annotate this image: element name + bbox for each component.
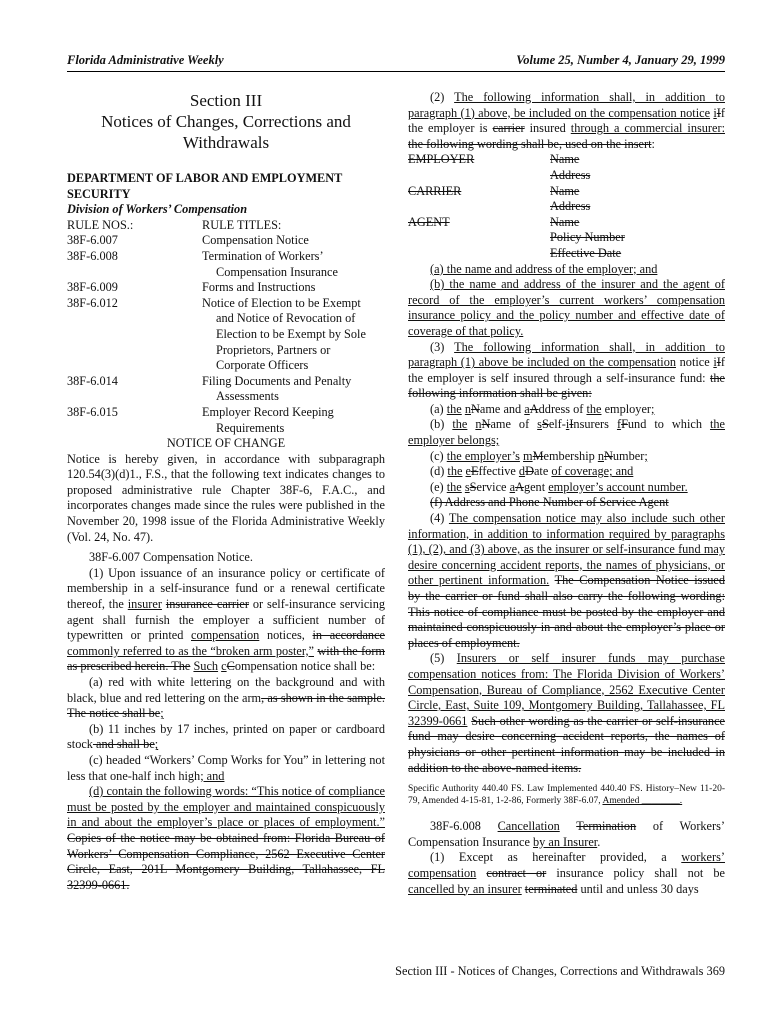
rule-row bbox=[67, 389, 385, 405]
text-run bbox=[476, 866, 486, 880]
deleted-text: Such other wording as the carrier or self-insurance fund may desire concerning accident reports, the names of physicians or other pertinent information may be included in addition to the above-named items. bbox=[408, 713, 726, 775]
right-column bbox=[408, 90, 725, 897]
rule-title: Proprietors, Partners or bbox=[216, 342, 331, 357]
rule-row bbox=[67, 421, 385, 437]
paragraph-3b bbox=[408, 417, 725, 448]
running-header bbox=[67, 53, 725, 69]
paragraph-a bbox=[67, 675, 385, 722]
inserted-text: ; bbox=[160, 706, 164, 721]
struck-value: Address bbox=[550, 199, 591, 214]
rule-title: Compensation Notice bbox=[202, 233, 309, 248]
text-run: (d) bbox=[430, 464, 448, 479]
struck-value: Policy Number bbox=[550, 230, 625, 245]
deleted-text: carrier bbox=[492, 121, 525, 136]
deleted-text: N bbox=[604, 448, 613, 463]
inserted-text: employer’s account number. bbox=[548, 479, 688, 494]
rules-header: RULE NOS.: RULE TITLES: bbox=[67, 217, 282, 232]
paragraph-2a: (a) the name and address of the employer; and bbox=[430, 261, 658, 276]
text-run: gent bbox=[523, 479, 549, 494]
text-run: insured bbox=[524, 121, 571, 136]
rule-title: Forms and Instructions bbox=[202, 280, 316, 295]
text-run: (c) bbox=[430, 448, 447, 463]
paragraph-b bbox=[67, 722, 385, 753]
text-run: (1) Except as hereinafter provided, a bbox=[430, 850, 682, 865]
deleted-text: I bbox=[716, 105, 721, 120]
publication-name: Florida Administrative Weekly bbox=[67, 53, 224, 67]
text-run: embership bbox=[543, 448, 598, 463]
inserted-text: n bbox=[475, 417, 482, 432]
deleted-text: I bbox=[716, 355, 721, 370]
deleted-text: A bbox=[515, 479, 524, 494]
rule-number bbox=[67, 265, 202, 281]
paragraph-5 bbox=[408, 651, 725, 776]
rule-heading: 38F-6.007 Compensation Notice. bbox=[89, 550, 253, 565]
inserted-text: (d) contain the following words: “This notice of compliance must be posted by the employer and maintained conspicuously in and about the employer’s place or places of employment.” bbox=[67, 784, 385, 830]
text-run: (3) bbox=[430, 339, 455, 354]
text-run: (a) red with white lettering on the background and with black, blue and red lettering on the arm bbox=[67, 675, 385, 705]
inserted-text: Insurers or self insurer funds may purchase compensation notices from: The Florida Division of Workers’ Compensation, Bureau of Compliance, 2562 Executive Center Circle, East, Suite 109, Montgomery Building, Tallahassee, FL 32399-0661 bbox=[408, 651, 725, 728]
paragraph-d bbox=[67, 784, 385, 893]
department-name: DEPARTMENT OF LABOR AND EMPLOYMENT SECURITY bbox=[67, 171, 343, 201]
text-run: (e) bbox=[430, 479, 447, 494]
inserted-text: The following information shall, in addition to paragraph (1) above, be included on the compensation notice bbox=[408, 90, 725, 120]
inserted-text: i bbox=[565, 417, 570, 432]
text-run: umber bbox=[612, 448, 645, 463]
inserted-text: m bbox=[523, 448, 533, 463]
deleted-text: the following wording shall be, used on the insert bbox=[408, 136, 652, 151]
inserted-text: s bbox=[537, 417, 542, 432]
struck-insert-table bbox=[408, 152, 725, 261]
rule-008-paragraph-1 bbox=[408, 850, 725, 897]
inserted-text: ; and bbox=[200, 768, 225, 783]
inserted-text: n bbox=[464, 401, 471, 416]
struck-label bbox=[408, 168, 550, 184]
inserted-text: by an Insurer bbox=[533, 834, 598, 849]
text-run: . bbox=[597, 834, 601, 849]
rule-number: 38F-6.009 bbox=[67, 280, 118, 295]
deleted-text: M bbox=[532, 448, 544, 463]
text-run: 38F-6.008 bbox=[430, 819, 498, 834]
rules-list bbox=[67, 233, 385, 436]
rule-title: Election to be Exempt by Sole bbox=[216, 326, 366, 341]
inserted-text: n bbox=[597, 448, 604, 463]
rule-number bbox=[67, 311, 202, 327]
specific-authority bbox=[408, 784, 725, 807]
paragraph-4 bbox=[408, 511, 725, 651]
text-run: ate bbox=[533, 464, 552, 479]
inserted-text: the employer’s bbox=[446, 448, 520, 463]
rule-title: Termination of Workers’ bbox=[202, 248, 324, 263]
rule-title: Assessments bbox=[216, 389, 279, 404]
page-footer: Section III - Notices of Changes, Corrections and Withdrawals 369 bbox=[395, 964, 725, 978]
rule-row bbox=[67, 358, 385, 374]
inserted-text: Such bbox=[193, 659, 219, 674]
text-run: nsurers bbox=[573, 417, 617, 432]
deleted-text: C bbox=[226, 659, 235, 674]
rule-row bbox=[67, 327, 385, 343]
deleted-text: D bbox=[525, 464, 534, 479]
inserted-text: the employer belongs; bbox=[408, 417, 726, 448]
struck-label bbox=[408, 199, 550, 215]
inserted-text: a bbox=[524, 401, 530, 416]
text-run: (b) bbox=[430, 417, 453, 432]
rule-number bbox=[67, 358, 202, 374]
inserted-text: compensation bbox=[191, 628, 260, 643]
text-run: ddress of bbox=[538, 401, 587, 416]
rule-number: 38F-6.015 bbox=[67, 404, 118, 419]
rule-row bbox=[67, 343, 385, 359]
struck-label bbox=[408, 230, 550, 246]
paragraph-1 bbox=[67, 566, 385, 675]
paragraph-2 bbox=[408, 90, 725, 152]
text-run: ffective bbox=[478, 464, 519, 479]
rule-row bbox=[67, 405, 385, 421]
rule-008-heading bbox=[408, 819, 725, 850]
text-run: (c) headed “Workers’ Comp Works for You” in lettering not less that one-half inch high bbox=[67, 752, 385, 783]
text-run: (4) bbox=[430, 511, 449, 526]
inserted-text: ; bbox=[644, 448, 648, 463]
deleted-text: Copies of the notice may be obtained from: Florida Bureau of Workers’ Compensation Compliance, 2562 Executive Center Circle, East, 201L Montgomery Building, Tallahassee, FL 32399-0661. bbox=[67, 830, 385, 892]
text-run: (1) Upon issuance of an insurance policy or certificate of membership in a self-insurance fund or a renewal certificate thereof, the bbox=[67, 565, 385, 612]
rule-number: 38F-6.014 bbox=[67, 373, 118, 388]
inserted-text: insurer bbox=[127, 597, 162, 612]
rule-title: Employer Record Keeping bbox=[202, 404, 334, 419]
rule-row bbox=[67, 265, 385, 281]
inserted-text: Cancellation bbox=[497, 819, 560, 834]
paragraph-3d bbox=[408, 464, 725, 480]
rule-row bbox=[67, 249, 385, 265]
inserted-text: workers’ compensation bbox=[408, 850, 725, 880]
rule-number bbox=[67, 343, 202, 359]
text-run: (b) 11 inches by 17 inches, printed on paper or cardboard stock bbox=[67, 721, 385, 752]
deleted-text: insurance carrier bbox=[165, 597, 249, 612]
volume-date: Volume 25, Number 4, January 29, 1999 bbox=[516, 53, 725, 67]
paragraph-3c bbox=[408, 449, 725, 465]
deleted-text: in accordance bbox=[312, 628, 385, 643]
text-run: (2) bbox=[430, 90, 455, 104]
inserted-text: The compensation notice may also include such other information, in addition to information required by paragraphs (1), (2), and (3) above, as the insurer or self-insurance fund may desire concerning accident reports, the names of physicians, or other pertinent information. bbox=[408, 511, 725, 588]
text-run: Specific Authority 440.40 FS. Law Implemented 440.40 FS. History–New 11-20-79, Amended 4-15-81, 1-2-86, Formerly 38F-6.07, bbox=[408, 784, 725, 806]
deleted-text: E bbox=[471, 464, 479, 479]
rule-title: Requirements bbox=[216, 420, 285, 435]
inserted-text: through a commercial insurer: bbox=[570, 121, 725, 136]
rule-number bbox=[67, 389, 202, 405]
inserted-text: a bbox=[509, 479, 516, 494]
inserted-text: commonly referred to as the “broken arm poster,” bbox=[67, 643, 314, 658]
inserted-text: d bbox=[518, 464, 526, 479]
deleted-text: F bbox=[621, 417, 628, 432]
deleted-text: S bbox=[541, 417, 549, 432]
text-run: or self-insurance servicing agent shall furnish the employer a sufficient number of typewritten or printed bbox=[67, 597, 385, 643]
text-run: (a) bbox=[430, 401, 447, 416]
deleted-text: Termination bbox=[576, 819, 637, 834]
rule-number: 38F-6.007 bbox=[67, 233, 118, 248]
rule-title: Corporate Officers bbox=[216, 358, 309, 373]
inserted-text: Amended ________. bbox=[602, 795, 683, 806]
header-rule bbox=[67, 71, 725, 72]
text-run bbox=[560, 819, 576, 833]
struck-value: Name bbox=[550, 214, 580, 229]
inserted-text: the bbox=[446, 479, 462, 494]
paragraph-3f: (f) Address and Phone Number of Service Agent bbox=[430, 495, 669, 510]
deleted-text: The Compensation Notice issued by the carrier or fund shall also carry the following wording: This notice of compliance must be posted by the employer and maintained conspicuously in and about the employer’s place or places of employment. bbox=[408, 573, 725, 650]
deleted-text: A bbox=[529, 401, 539, 416]
paragraph-3a bbox=[408, 402, 725, 418]
notice-title: NOTICE OF CHANGE bbox=[166, 436, 286, 451]
struck-value: Address bbox=[550, 167, 591, 182]
inserted-text: the bbox=[586, 401, 602, 416]
text-run: und to which bbox=[627, 417, 710, 432]
struck-label bbox=[408, 246, 550, 262]
left-column bbox=[67, 90, 385, 893]
division-name: Division of Workers’ Compensation bbox=[67, 202, 248, 217]
inserted-text: the bbox=[446, 401, 462, 416]
text-run: notice bbox=[676, 355, 714, 370]
rule-row bbox=[67, 374, 385, 390]
struck-value: Effective Date bbox=[550, 245, 622, 260]
deleted-text: terminated bbox=[524, 881, 578, 896]
rule-row bbox=[67, 280, 385, 296]
paragraph-3e bbox=[408, 480, 725, 496]
text-run: employer bbox=[601, 401, 652, 416]
text-run: ervice bbox=[476, 479, 510, 494]
rule-row bbox=[67, 296, 385, 312]
deleted-text: , as shown in the sample. The notice shall be bbox=[67, 690, 386, 721]
paragraph-3 bbox=[408, 340, 725, 402]
inserted-text: the bbox=[447, 464, 463, 479]
deleted-text: and shall be bbox=[92, 737, 155, 752]
inserted-text: e bbox=[465, 464, 471, 479]
rule-title: and Notice of Revocation of bbox=[216, 311, 356, 326]
deleted-text: the following information shall be given: bbox=[408, 370, 725, 401]
rule-title: Notice of Election to be Exempt bbox=[202, 295, 361, 310]
deleted-text: N bbox=[481, 417, 491, 432]
text-run: ame and bbox=[479, 401, 525, 416]
text-run: notices, bbox=[259, 628, 313, 643]
deleted-text: contract or bbox=[486, 865, 547, 880]
inserted-text: ; bbox=[651, 401, 655, 416]
inserted-text: the bbox=[452, 417, 468, 432]
deleted-text: N bbox=[471, 401, 480, 416]
struck-label: CARRIER bbox=[408, 183, 462, 198]
inserted-text: c bbox=[221, 659, 227, 674]
inserted-text: s bbox=[464, 479, 470, 494]
inserted-text: The following information shall, in addition to paragraph (1) above be included on the compensation bbox=[408, 339, 725, 370]
text-run: ame of bbox=[490, 417, 538, 432]
struck-value: Name bbox=[550, 183, 580, 198]
text-run: insurance policy shall not be bbox=[546, 865, 725, 880]
text-run: elf- bbox=[548, 417, 566, 432]
section-title: Section III Notices of Changes, Corrections and Withdrawals bbox=[101, 91, 351, 152]
paragraph-c bbox=[67, 753, 385, 784]
text-run: of Workers’ Compensation Insurance bbox=[408, 819, 725, 849]
inserted-text: cancelled by an insurer bbox=[408, 881, 522, 896]
rule-number bbox=[67, 421, 202, 437]
text-run: f the employer is bbox=[408, 105, 725, 136]
rule-title: Filing Documents and Penalty bbox=[202, 373, 352, 388]
rule-row bbox=[67, 233, 385, 249]
rule-number: 38F-6.008 bbox=[67, 248, 118, 263]
deleted-text: with the form as prescribed herein. The bbox=[67, 643, 385, 674]
inserted-text: of coverage; and bbox=[551, 464, 634, 479]
deleted-text: I bbox=[569, 417, 574, 432]
text-run: until and unless 30 days bbox=[577, 881, 699, 896]
text-run: f the employer is self insured through a self-insurance fund: bbox=[408, 355, 725, 385]
text-run: : bbox=[651, 136, 655, 151]
struck-value: Name bbox=[550, 152, 580, 167]
rule-row bbox=[67, 311, 385, 327]
inserted-text: i bbox=[713, 355, 717, 370]
inserted-text: ; bbox=[154, 737, 159, 752]
inserted-text: i bbox=[713, 105, 717, 120]
intro-paragraph: Notice is hereby given, in accordance with subparagraph 120.54(3)(d)1., F.S., that the following text indicates changes to proposed administrative rule Chapter 38F-6, F.A.C., and incorporates changes made since the rules were published in the November 20, 1998 issue of the Florida Administrative Weekly (Vol. 24, No. 47). bbox=[67, 451, 385, 544]
paragraph-2b: (b) the name and address of the insurer and the agent of record of the employer’s current workers’ compensation insurance policy and the policy number and effective date of coverage of that policy. bbox=[408, 277, 725, 338]
struck-label: AGENT bbox=[408, 214, 450, 229]
text-run: (5) bbox=[430, 651, 457, 666]
rule-number bbox=[67, 327, 202, 343]
inserted-text: f bbox=[616, 417, 622, 432]
rule-number: 38F-6.012 bbox=[67, 295, 118, 310]
deleted-text: S bbox=[469, 479, 477, 494]
rule-title: Compensation Insurance bbox=[216, 264, 338, 279]
struck-label: EMPLOYER bbox=[408, 152, 475, 167]
text-run: ompensation notice shall be: bbox=[234, 659, 376, 674]
